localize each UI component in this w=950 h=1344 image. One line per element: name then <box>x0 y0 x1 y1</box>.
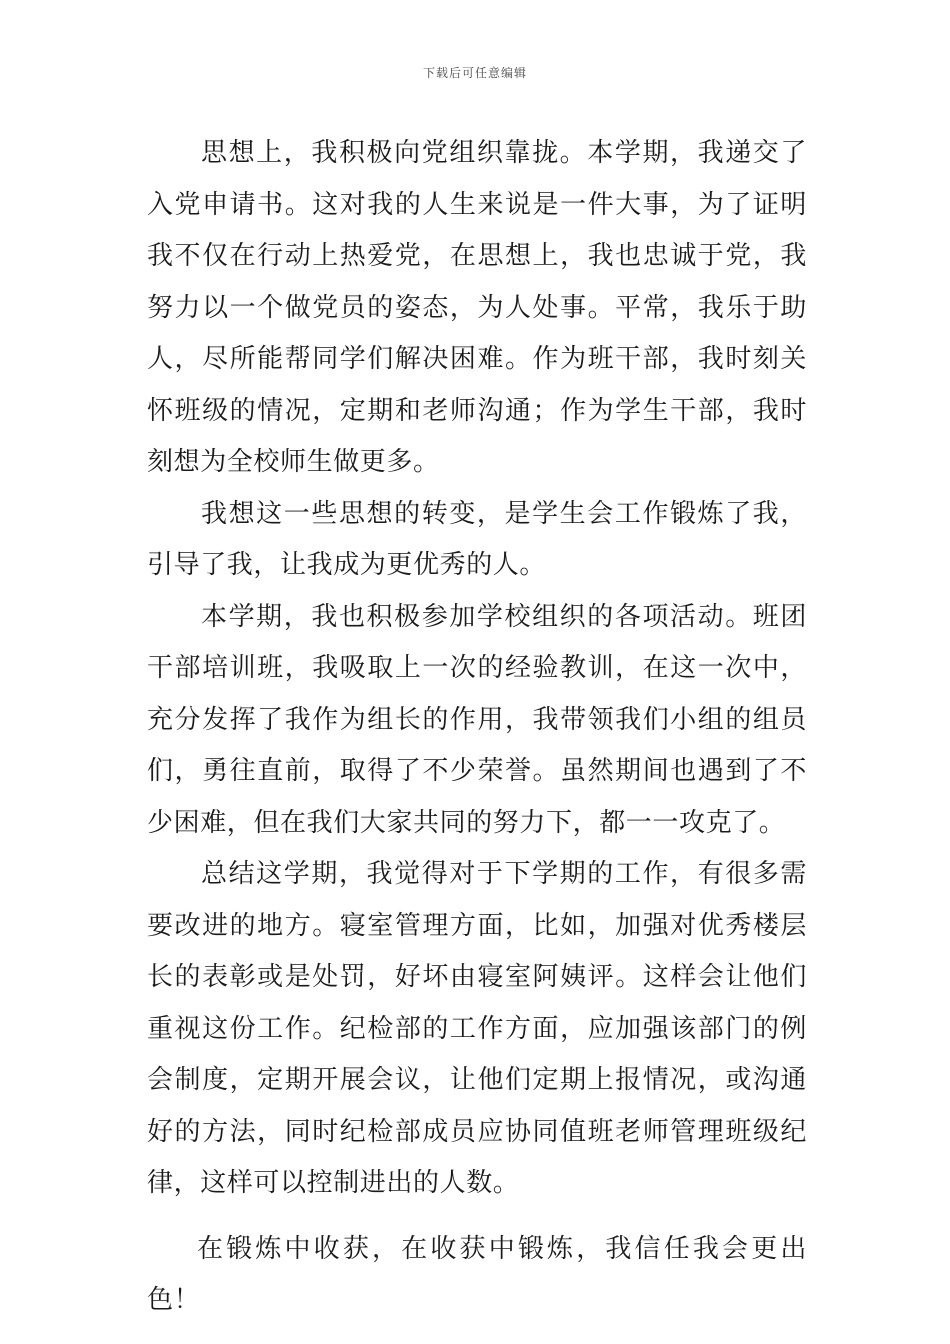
paragraph-summary: 总结这学期，我觉得对于下学期的工作，有很多需要改进的地方。寝室管理方面，比如，加强对优秀楼层长的表彰或是处罚，好坏由寝室阿姨评。这样会让他们重视这份工作。纪检部的工作方面，应加强该部门的例会制度，定期开展会议，让他们定期上报情况，或沟通好的方法，同时纪检部成员应协同值班老师管理班级纪律，这样可以控制进出的人数。 <box>147 859 807 1198</box>
paragraph-closing: 在锻炼中收获，在收获中锻炼，我信任我会更出色！ <box>147 1233 807 1315</box>
paragraph-ideology: 思想上，我积极向党组织靠拢。本学期，我递交了入党申请书。这对我的人生来说是一件大事，为了证明我不仅在行动上热爱党，在思想上，我也忠诚于党，我努力以一个做党员的姿态，为人处事。平常，我乐于助人，尽所能帮同学们解决困难。作为班干部，我时刻关怀班级的情况，定期和老师沟通；作为学生干部，我时刻想为全校师生做更多。 <box>147 138 807 477</box>
header-note: 下载后可任意编辑 <box>422 66 527 80</box>
paragraph-activities: 本学期，我也积极参加学校组织的各项活动。班团干部培训班，我吸取上一次的经验教训，在这一次中，充分发挥了我作为组长的作用，我带领我们小组的组员们，勇往直前，取得了不少荣誉。虽然期间也遇到了不少困难，但在我们大家共同的努力下，都一一攻克了。 <box>147 601 807 838</box>
document-body <box>147 128 807 1327</box>
paragraph-reflection: 我想这一些思想的转变，是学生会工作锻炼了我，引导了我，让我成为更优秀的人。 <box>147 498 807 580</box>
